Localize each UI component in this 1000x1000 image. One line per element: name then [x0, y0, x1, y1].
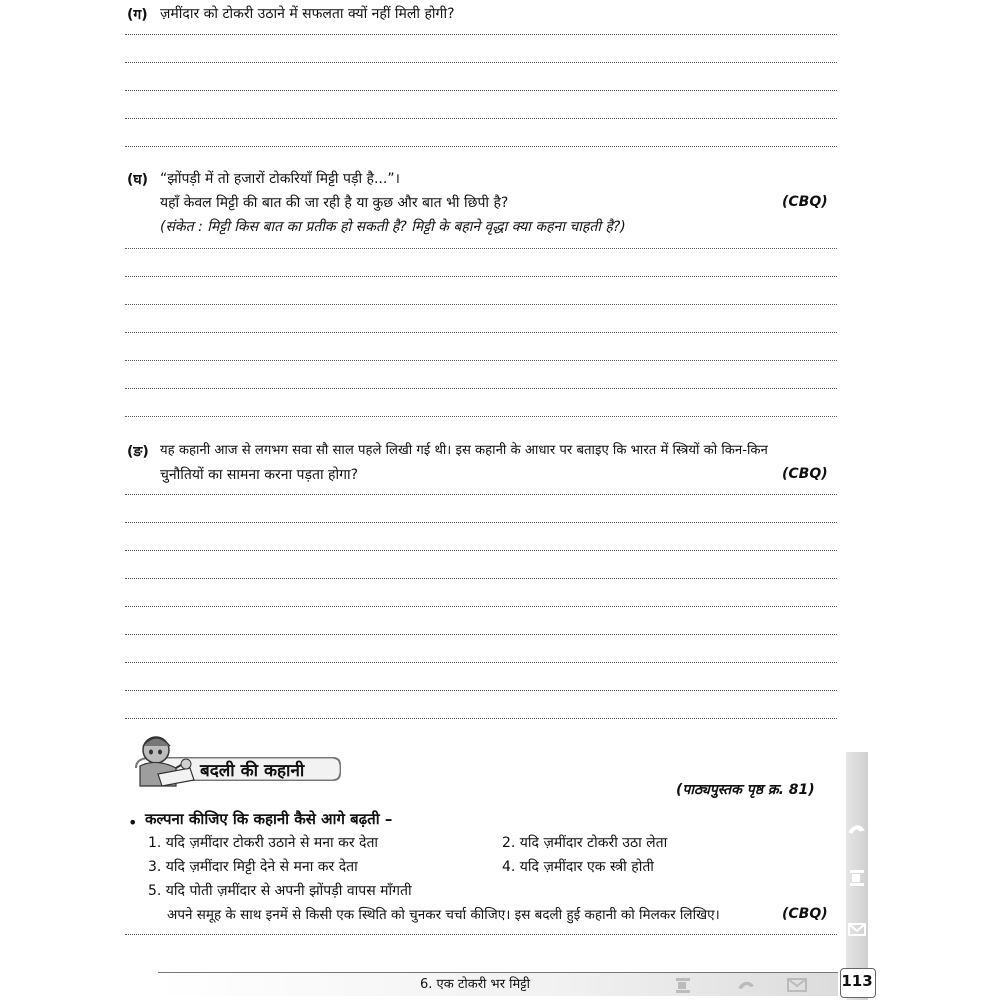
answer-line — [125, 522, 837, 523]
answer-line — [125, 248, 837, 249]
bird-icon — [738, 982, 754, 989]
answer-line — [125, 578, 837, 579]
answer-line — [125, 662, 837, 663]
answer-line — [125, 90, 837, 91]
answer-line — [125, 690, 837, 691]
answer-line — [125, 146, 837, 147]
bullet-prompt: कल्पना कीजिए कि कहानी कैसे आगे बढ़ती – — [145, 810, 393, 828]
answer-line — [125, 416, 837, 417]
answer-line — [125, 304, 837, 305]
answer-line — [125, 118, 837, 119]
bullet-icon: • — [128, 813, 138, 832]
page-number: 113 — [841, 972, 873, 990]
option-1: 1. यदि ज़मींदार टोकरी उठाने से मना कर देता — [148, 835, 379, 851]
question-quote-gha: “झोंपड़ी में तो हजारों टोकरियाँ मिट्टी पड़ी है...”। — [160, 171, 400, 187]
answer-line — [125, 388, 837, 389]
answer-line — [125, 360, 837, 361]
question-marker-gha: (घ) — [127, 172, 149, 188]
footer-icons — [670, 974, 820, 996]
sketch-icon — [676, 978, 690, 993]
answer-line[interactable] — [125, 934, 837, 935]
side-strip-icons — [846, 812, 868, 952]
option-3: 3. यदि ज़मींदार मिट्टी देने से मना कर देता — [148, 859, 358, 875]
footer-divider — [158, 972, 838, 973]
section-instruction: अपने समूह के साथ इनमें से किसी एक स्थिति को चुनकर चर्चा कीजिए। इस बदली हुई कहानी को मिलकर लिखिए। — [167, 907, 720, 923]
answer-line — [125, 634, 837, 635]
answer-line — [125, 550, 837, 551]
cbq-tag: (CBQ) — [782, 194, 828, 210]
bird-icon — [849, 826, 864, 833]
question-marker-ga: (ग) — [127, 7, 148, 23]
question-text-ga: ज़मींदार को टोकरी उठाने में सफलता क्यों नहीं मिली होगी? — [160, 6, 455, 22]
option-4: 4. यदि ज़मींदार एक स्त्री होती — [502, 859, 654, 875]
question-text-gha: यहाँ केवल मिट्टी की बात की जा रही है या कुछ और बात भी छिपी है? — [160, 195, 509, 211]
answer-line — [125, 718, 837, 719]
question-marker-nga: (ङ) — [127, 444, 149, 460]
cbq-tag: (CBQ) — [782, 906, 828, 922]
cbq-tag: (CBQ) — [782, 466, 828, 482]
textbook-page-reference: (पाठ्यपुस्तक पृष्ठ क्र. 81) — [676, 782, 815, 798]
option-5: 5. यदि पोती ज़मींदार से अपनी झोंपड़ी वापस माँगती — [148, 883, 412, 899]
answer-line — [125, 606, 837, 607]
answer-line — [125, 332, 837, 333]
answer-line — [125, 62, 837, 63]
sketch-icon — [850, 870, 864, 886]
question-text-nga-line2: चुनौतियों का सामना करना पड़ता होगा? — [160, 467, 359, 483]
answer-line — [125, 276, 837, 277]
envelope-icon — [849, 924, 865, 935]
question-hint-gha: (संकेत : मिट्टी किस बात का प्रतीक हो सकती है? मिट्टी के बहाने वृद्धा क्या कहना चाहती है?) — [160, 219, 626, 235]
section-title: बदली की कहानी — [200, 761, 305, 781]
answer-line — [125, 34, 837, 35]
answer-line — [125, 494, 837, 495]
question-text-nga-line1: यह कहानी आज से लगभग सवा सौ साल पहले लिखी गई थी। इस कहानी के आधार पर बताइए कि भारत में स्त्रियों को किन-किन — [160, 443, 768, 458]
option-2: 2. यदि ज़मींदार टोकरी उठा लेता — [502, 835, 668, 851]
envelope-icon — [788, 979, 806, 991]
chapter-footer: 6. एक टोकरी भर मिट्टी — [420, 977, 531, 992]
